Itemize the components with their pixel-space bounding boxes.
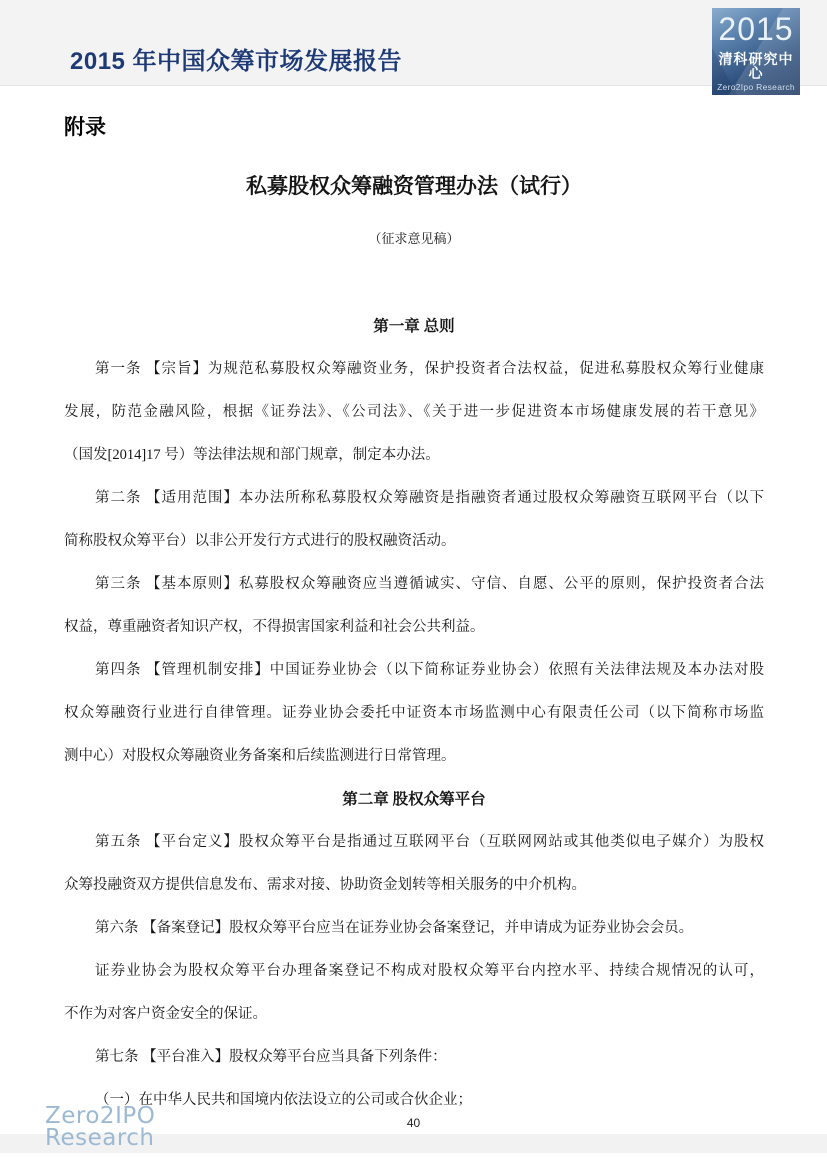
- text-line: 第二条 【适用范围】本办法所称私募股权众筹融资是指融资者通过股权众筹融资互联网平台（以下: [95, 490, 764, 506]
- text-line: 不作为对客户资金安全的保证。: [64, 1006, 267, 1022]
- text-line: 证券业协会为股权众筹平台办理备案登记不构成对股权众筹平台内控水平、持续合规情况的认可，: [95, 963, 764, 979]
- logo-org-name: 清科研究中心: [718, 51, 794, 81]
- text-line: 第五条 【平台定义】股权众筹平台是指通过互联网平台（互联网网站或其他类似电子媒介）为股权: [95, 834, 764, 850]
- chapter-1-heading: 第一章 总则: [373, 318, 455, 335]
- logo-org-name-en: Zero2Ipo Research: [717, 82, 795, 92]
- page-number: 40: [406, 1116, 421, 1130]
- page-header: [0, 0, 827, 86]
- document-body: [64, 85, 764, 1122]
- chapter-2-heading: 第二章 股权众筹平台: [342, 791, 486, 808]
- text-line: 第七条 【平台准入】股权众筹平台应当具备下列条件：: [95, 1049, 447, 1065]
- text-line: 权益，尊重融资者知识产权，不得损害国家利益和社会公共利益。: [64, 619, 485, 635]
- logo-year-label: 2015: [718, 11, 794, 47]
- text-line: 发展，防范金融风险，根据《证券法》、《公司法》、《关于进一步促进资本市场健康发展的若干意见》: [64, 404, 764, 420]
- document-title: 私募股权众筹融资管理办法（试行）: [246, 174, 582, 198]
- chapter-1: [64, 305, 764, 778]
- text-line: 权众筹融资行业进行自律管理。证券业协会委托中证资本市场监测中心有限责任公司（以下简称市场监: [64, 705, 764, 721]
- footer-brand-line1: Zero2IPO: [45, 1103, 156, 1129]
- text-line: 测中心）对股权众筹融资业务备案和后续监测进行日常管理。: [64, 748, 456, 764]
- text-line: 第六条 【备案登记】股权众筹平台应当在证券业协会备案登记，并申请成为证券业协会会员。: [95, 920, 694, 936]
- chapter-2: [64, 778, 764, 1122]
- text-line: 第一条 【宗旨】为规范私募股权众筹融资业务，保护投资者合法权益，促进私募股权众筹行业健康: [95, 361, 764, 377]
- appendix-heading: 附录: [64, 116, 106, 139]
- zero2ipo-logo: [712, 8, 800, 95]
- text-line: 众筹投融资双方提供信息发布、需求对接、协助资金划转等相关服务的中介机构。: [64, 877, 586, 893]
- text-line: 第四条 【管理机制安排】中国证券业协会（以下简称证券业协会）依照有关法律法规及本办法对股: [95, 662, 764, 678]
- text-line: 简称股权众筹平台）以非公开发行方式进行的股权融资活动。: [64, 533, 456, 549]
- text-line: （一）在中华人民共和国境内依法设立的公司或合伙企业；: [95, 1092, 472, 1108]
- report-title: 2015 年中国众筹市场发展报告: [70, 48, 403, 75]
- text-line: 第三条 【基本原则】私募股权众筹融资应当遵循诚实、守信、自愿、公平的原则，保护投资者合法: [95, 576, 764, 592]
- document-subtitle: （征求意见稿）: [368, 231, 460, 246]
- text-line: （国发[2014]17 号）等法律法规和部门规章，制定本办法。: [64, 447, 440, 463]
- footer-brand-line2: Research: [45, 1125, 155, 1151]
